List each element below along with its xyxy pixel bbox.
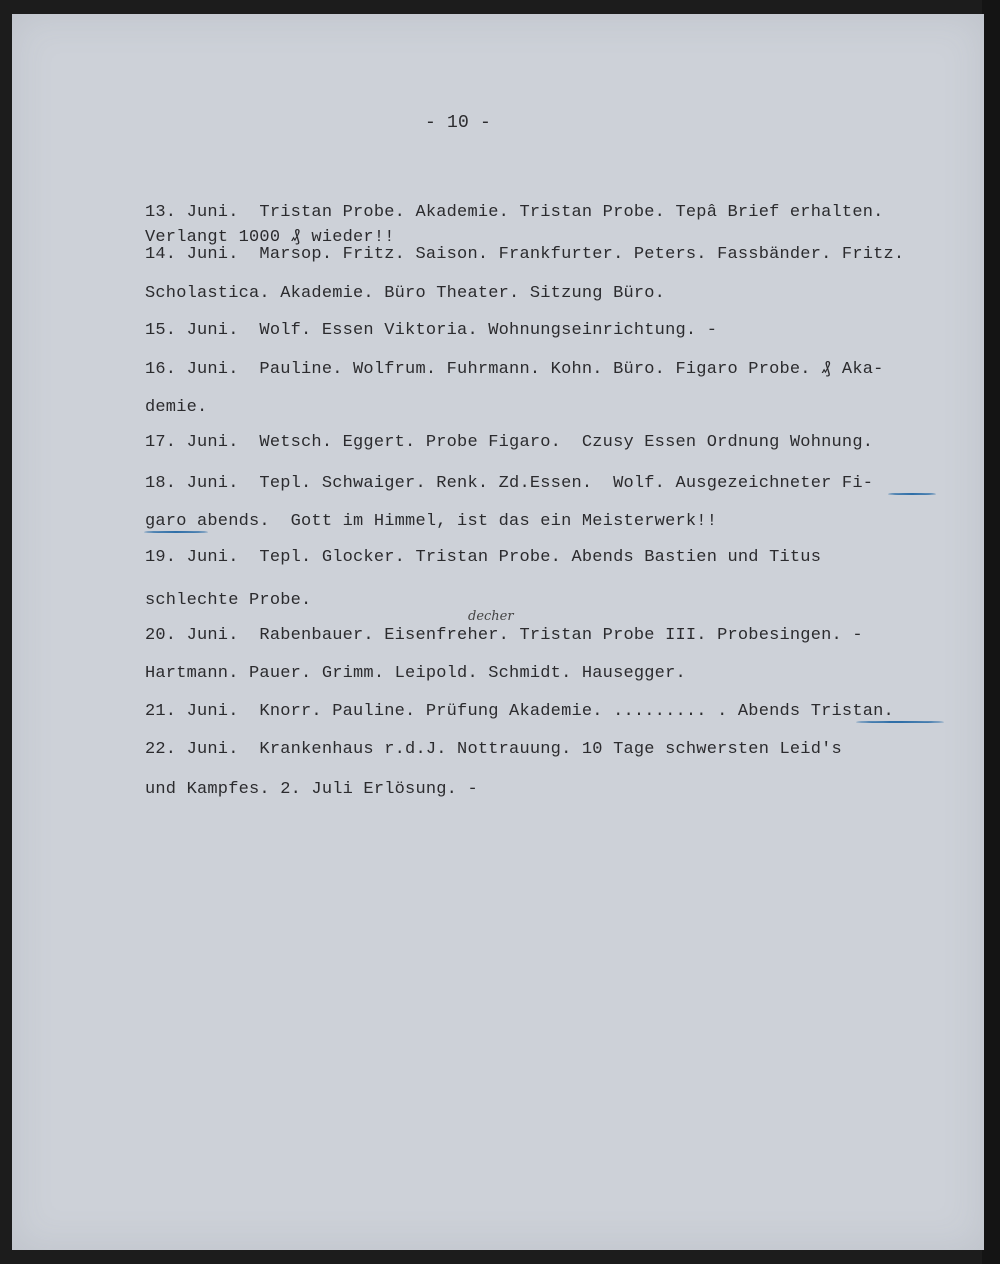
pencil-underline [144, 531, 208, 533]
diary-line: 16. Juni. Pauline. Wolfrum. Fuhrmann. Kohn. Büro. Figaro Probe. ₰ Aka- [145, 360, 884, 379]
diary-line: Hartmann. Pauer. Grimm. Leipold. Schmidt. Hausegger. [145, 664, 686, 683]
diary-line: schlechte Probe. [145, 591, 312, 610]
diary-line: und Kampfes. 2. Juli Erlösung. - [145, 780, 478, 799]
diary-line: demie. [145, 398, 208, 417]
diary-line: garo abends. Gott im Himmel, ist das ein Meisterwerk!! [145, 512, 718, 531]
diary-line: Verlangt 1000 ₰ wieder!! [145, 228, 395, 247]
diary-line: 22. Juni. Krankenhaus r.d.J. Nottrauung. 10 Tage schwersten Leid's [145, 740, 842, 759]
diary-line: 15. Juni. Wolf. Essen Viktoria. Wohnungseinrichtung. - [145, 321, 718, 340]
page-number: - 10 - [425, 113, 492, 133]
diary-line: 21. Juni. Knorr. Pauline. Prüfung Akademie. ......... . Abends Tristan. [145, 702, 894, 721]
diary-line: 14. Juni. Marsop. Fritz. Saison. Frankfurter. Peters. Fassbänder. Fritz. [145, 245, 905, 264]
diary-line: 19. Juni. Tepl. Glocker. Tristan Probe. Abends Bastien und Titus [145, 548, 822, 567]
diary-line: 13. Juni. Tristan Probe. Akademie. Tristan Probe. Tepâ Brief erhalten. [145, 203, 884, 222]
handwritten-correction: decher [468, 609, 514, 624]
diary-line: Scholastica. Akademie. Büro Theater. Sitzung Büro. [145, 284, 666, 303]
diary-line: 18. Juni. Tepl. Schwaiger. Renk. Zd.Essen. Wolf. Ausgezeichneter Fi- [145, 474, 874, 493]
pencil-underline [856, 721, 944, 723]
scan-border [982, 0, 1000, 1264]
diary-line: 17. Juni. Wetsch. Eggert. Probe Figaro. Czusy Essen Ordnung Wohnung. [145, 433, 874, 452]
diary-line: 20. Juni. Rabenbauer. Eisenfreher. Tristan Probe III. Probesingen. - [145, 626, 863, 645]
pencil-underline [888, 493, 936, 495]
